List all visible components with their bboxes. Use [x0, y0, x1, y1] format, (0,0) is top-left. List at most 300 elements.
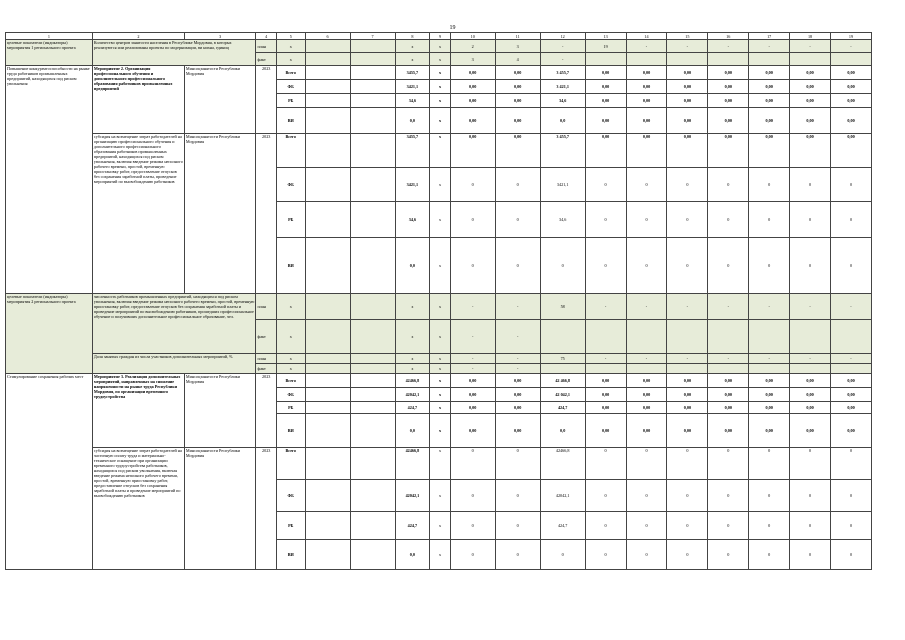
value-cell: 0,00 — [831, 80, 872, 94]
value-cell: 0,00 — [708, 402, 749, 414]
value-cell: 0,00 — [749, 374, 790, 388]
value-cell: 0 — [495, 238, 540, 294]
value-cell: 0 — [708, 480, 749, 512]
funding-source: ФБ — [276, 168, 305, 202]
value-cell: 0,00 — [667, 108, 708, 134]
value-cell: 34,6 — [540, 202, 585, 238]
value-cell: 0,00 — [585, 402, 626, 414]
empty-cell — [350, 108, 395, 134]
value-cell: 42 466,8 — [540, 374, 585, 388]
value-cell: 0 — [585, 168, 626, 202]
empty-cell — [350, 448, 395, 480]
year: 2023 — [256, 66, 276, 134]
value-cell: 42042,1 — [540, 480, 585, 512]
empty-cell — [350, 414, 395, 448]
empty-cell — [305, 480, 350, 512]
value-cell: 0 — [831, 238, 872, 294]
executor: Минсоцзанятости Республики Мордовия — [184, 374, 256, 448]
value-cell: 0 — [790, 202, 831, 238]
value-cell: 0 — [585, 202, 626, 238]
value-cell: 0,00 — [667, 388, 708, 402]
value-cell: 3455,7 — [395, 134, 430, 168]
value-cell: 34,6 — [395, 202, 430, 238]
value-cell: - — [495, 354, 540, 364]
value-cell: 0 — [585, 480, 626, 512]
column-header: 9 — [430, 33, 450, 40]
value-cell: - — [749, 40, 790, 53]
value-cell: 0 — [495, 480, 540, 512]
subsidy-description: субсидия на возмещение затрат работодателей на организацию профессионального обучения и дополнительного профессионального образования работников промышленных предприятий, находящихся под риском увольнения, включая введение режима неполного рабочего времени, простой, временную приостановку работ, предоставление отпусков без сохранения заработной платы, проведение мероприятий по высвобождению работников — [92, 134, 184, 294]
empty-cell — [350, 512, 395, 540]
value-cell: 0,00 — [626, 134, 667, 168]
value-cell: 3 455,7 — [540, 66, 585, 80]
value-cell: 0 — [790, 480, 831, 512]
value-cell — [749, 364, 790, 374]
column-header: 19 — [831, 33, 872, 40]
value-cell: х — [276, 294, 305, 320]
empty-cell — [305, 388, 350, 402]
value-cell: 3 421,1 — [540, 80, 585, 94]
value-cell: 0,00 — [495, 402, 540, 414]
value-cell: 0,00 — [585, 134, 626, 168]
plan-fact-label: план — [256, 40, 276, 53]
value-cell: х — [430, 66, 450, 80]
value-cell: 0,00 — [708, 94, 749, 108]
empty-cell — [305, 320, 350, 354]
value-cell: 0,00 — [495, 134, 540, 168]
column-header: 4 — [256, 33, 276, 40]
value-cell: 0,00 — [585, 108, 626, 134]
value-cell: 0 — [831, 448, 872, 480]
empty-cell — [305, 374, 350, 388]
value-cell: - — [540, 40, 585, 53]
value-cell: 3 — [495, 40, 540, 53]
value-cell: 0,00 — [495, 414, 540, 448]
value-cell: 0 — [626, 540, 667, 570]
executor: Минсоцзанятости Республики Мордовия — [184, 134, 256, 294]
funding-row — [6, 374, 872, 388]
empty-cell — [350, 294, 395, 320]
value-cell: 0,00 — [585, 414, 626, 448]
value-cell: 0,00 — [626, 402, 667, 414]
value-cell: 0,00 — [790, 388, 831, 402]
value-cell: 0,00 — [450, 374, 495, 388]
value-cell — [790, 364, 831, 374]
value-cell: 0 — [626, 238, 667, 294]
value-cell: 0 — [450, 480, 495, 512]
value-cell — [626, 53, 667, 66]
empty-cell — [305, 53, 350, 66]
value-cell: 0,00 — [450, 94, 495, 108]
value-cell: 0 — [667, 540, 708, 570]
value-cell — [667, 53, 708, 66]
value-cell: х — [276, 320, 305, 354]
value-cell: 0,00 — [749, 94, 790, 108]
value-cell: 0 — [831, 512, 872, 540]
value-cell: 0,00 — [790, 402, 831, 414]
value-cell: 3 — [450, 53, 495, 66]
value-cell: 0 — [708, 512, 749, 540]
empty-cell — [350, 53, 395, 66]
value-cell: 0,00 — [708, 414, 749, 448]
value-cell: 0,00 — [626, 414, 667, 448]
funding-row — [6, 66, 872, 80]
value-cell — [790, 53, 831, 66]
value-cell: 0 — [626, 168, 667, 202]
value-cell: 0,00 — [790, 374, 831, 388]
value-cell: х — [430, 480, 450, 512]
value-cell: - — [585, 354, 626, 364]
value-cell: 0 — [495, 512, 540, 540]
value-cell: 42042,1 — [395, 480, 430, 512]
plan-fact-label: план — [256, 354, 276, 364]
value-cell: 0 — [831, 202, 872, 238]
empty-cell — [350, 402, 395, 414]
funding-source: ВИ — [276, 540, 305, 570]
value-cell: х — [430, 414, 450, 448]
value-cell: 0,00 — [450, 108, 495, 134]
value-cell — [540, 320, 585, 354]
value-cell: 0 — [790, 238, 831, 294]
indicator-name: численность работников промышленных предприятий, находящихся под риском увольнения, включая введение режима неполного рабочего времени, простой, временную приостановку работ, предоставление отпусков без сохранения заработной платы и проведение мероприятий по высвобождению работников, прошедших профессиональное обучение и получивших дополнительное профессиональное образование, чел. — [92, 294, 256, 354]
value-cell: - — [626, 294, 667, 320]
column-header: 7 — [350, 33, 395, 40]
empty-cell — [350, 94, 395, 108]
value-cell: 0,00 — [495, 94, 540, 108]
funding-source: ВИ — [276, 414, 305, 448]
value-cell: 0,00 — [831, 402, 872, 414]
empty-cell — [350, 202, 395, 238]
value-cell: - — [540, 53, 585, 66]
value-cell: 0 — [749, 512, 790, 540]
value-cell: 34,6 — [395, 94, 430, 108]
value-cell: 34,6 — [540, 94, 585, 108]
value-cell: - — [790, 354, 831, 364]
empty-cell — [350, 354, 395, 364]
value-cell: 0 — [626, 448, 667, 480]
empty-cell — [350, 66, 395, 80]
empty-cell — [305, 354, 350, 364]
value-cell: - — [450, 354, 495, 364]
empty-cell — [305, 448, 350, 480]
value-cell: 0 — [450, 448, 495, 480]
value-cell: х — [276, 53, 305, 66]
value-cell: 0 — [831, 168, 872, 202]
column-header: 8 — [395, 33, 430, 40]
value-cell: 42 042,1 — [540, 388, 585, 402]
value-cell: 0 — [667, 512, 708, 540]
value-cell: 0,00 — [831, 134, 872, 168]
value-cell: 0,0 — [540, 108, 585, 134]
event-title: Мероприятие 3. Реализация дополнительных мероприятий, направленных на снижение напряженности на рынке труда Республики Мордовия, по организации временного трудоустройства — [92, 374, 184, 448]
value-cell: 0 — [585, 448, 626, 480]
value-cell: 0 — [585, 512, 626, 540]
value-cell: 42466,8 — [540, 448, 585, 480]
event-title: Мероприятие 2. Организация профессионального обучения и дополнительного профессионального образования работников промышленных предприятий — [92, 66, 184, 134]
value-cell: 0,00 — [667, 134, 708, 168]
value-cell: 0 — [626, 512, 667, 540]
empty-cell — [305, 94, 350, 108]
value-cell: - — [667, 294, 708, 320]
value-cell: 0,00 — [626, 388, 667, 402]
value-cell — [540, 364, 585, 374]
value-cell: 42466,8 — [395, 448, 430, 480]
value-cell: - — [626, 354, 667, 364]
value-cell: 0,00 — [790, 134, 831, 168]
value-cell: х — [395, 354, 430, 364]
value-cell: 0,00 — [450, 388, 495, 402]
value-cell — [790, 320, 831, 354]
funding-source: Всего — [276, 66, 305, 80]
value-cell: 0 — [540, 238, 585, 294]
value-cell: 424,7 — [395, 402, 430, 414]
value-cell: 0,00 — [831, 374, 872, 388]
value-cell: 0,00 — [790, 108, 831, 134]
value-cell: - — [831, 40, 872, 53]
empty-cell — [350, 364, 395, 374]
value-cell: - — [495, 294, 540, 320]
value-cell: 0 — [585, 540, 626, 570]
subsidy-description: субсидия на возмещение затрат работодателей на частичную оплату труда и материально-техническое оснащение при организации временного трудоустройства работников, находящихся под риском увольнения, включая введение режима неполного рабочего времени, простой, временную приостановку работ, предоставление отпусков без сохранения заработной платы и проведение мероприятий по высвобождению работников — [92, 448, 184, 570]
value-cell: 0 — [667, 238, 708, 294]
value-cell: 0 — [831, 540, 872, 570]
empty-cell — [350, 540, 395, 570]
empty-cell — [305, 40, 350, 53]
empty-cell — [305, 66, 350, 80]
value-cell: 0 — [708, 540, 749, 570]
value-cell: 0,00 — [450, 66, 495, 80]
value-cell: - — [708, 354, 749, 364]
value-cell: 0,00 — [749, 414, 790, 448]
column-header: 1 — [6, 33, 93, 40]
value-cell: 0,00 — [626, 80, 667, 94]
value-cell — [667, 364, 708, 374]
value-cell: 0,00 — [790, 80, 831, 94]
value-cell: 0,00 — [708, 134, 749, 168]
value-cell: х — [430, 134, 450, 168]
value-cell: 42466,8 — [395, 374, 430, 388]
value-cell: 0 — [708, 448, 749, 480]
column-header: 11 — [495, 33, 540, 40]
value-cell: 0,00 — [790, 414, 831, 448]
value-cell: 0 — [790, 512, 831, 540]
plan-fact-label: факт — [256, 320, 276, 354]
value-cell: х — [430, 388, 450, 402]
executor: Минсоцзанятости Республики Мордовия — [184, 66, 256, 134]
value-cell: х — [430, 108, 450, 134]
funding-source: ФБ — [276, 480, 305, 512]
value-cell: 0,0 — [395, 108, 430, 134]
value-cell — [708, 53, 749, 66]
value-cell: 0 — [450, 168, 495, 202]
value-cell: х — [276, 354, 305, 364]
value-cell: 3455,7 — [395, 66, 430, 80]
value-cell: 0,00 — [626, 374, 667, 388]
value-cell: 0,00 — [749, 80, 790, 94]
value-cell: х — [430, 402, 450, 414]
column-header: 15 — [667, 33, 708, 40]
value-cell: 0,00 — [831, 414, 872, 448]
indicator-group-label: целевые показатели (индикаторы) мероприятия 1 регионального проекта — [6, 40, 93, 66]
empty-cell — [305, 134, 350, 168]
value-cell: 0,00 — [831, 108, 872, 134]
value-cell: 424,7 — [540, 402, 585, 414]
empty-cell — [305, 414, 350, 448]
column-header: 3 — [184, 33, 256, 40]
value-cell: 0 — [790, 168, 831, 202]
empty-cell — [350, 40, 395, 53]
value-cell: - — [708, 294, 749, 320]
empty-cell — [305, 540, 350, 570]
value-cell: 0 — [667, 448, 708, 480]
column-header: 10 — [450, 33, 495, 40]
value-cell: 0,00 — [667, 94, 708, 108]
indicator-name: Доля занятых граждан из числа участников дополнительных мероприятий, % — [92, 354, 256, 374]
value-cell: 0 — [495, 540, 540, 570]
value-cell — [831, 320, 872, 354]
value-cell: 0 — [450, 202, 495, 238]
indicator-group-label: целевые показатели (индикаторы) мероприятия 2 регионального проекта — [6, 294, 93, 374]
value-cell: - — [585, 294, 626, 320]
value-cell: - — [626, 40, 667, 53]
value-cell: 0 — [667, 168, 708, 202]
value-cell: х — [395, 320, 430, 354]
value-cell: 0 — [585, 238, 626, 294]
empty-cell — [305, 108, 350, 134]
value-cell: - — [495, 320, 540, 354]
value-cell: 0 — [749, 480, 790, 512]
column-header: 16 — [708, 33, 749, 40]
empty-cell — [350, 480, 395, 512]
value-cell: 0,00 — [626, 94, 667, 108]
value-cell: х — [430, 374, 450, 388]
value-cell: 0 — [450, 540, 495, 570]
value-cell: - — [831, 354, 872, 364]
value-cell: 0,00 — [450, 134, 495, 168]
year: 2023 — [256, 134, 276, 294]
empty-cell — [350, 374, 395, 388]
value-cell: 0 — [450, 512, 495, 540]
value-cell: - — [450, 364, 495, 374]
value-cell: х — [430, 40, 450, 53]
value-cell: 3421,1 — [395, 80, 430, 94]
value-cell — [667, 320, 708, 354]
value-cell: 0,0 — [395, 540, 430, 570]
empty-cell — [350, 388, 395, 402]
column-header: 14 — [626, 33, 667, 40]
budget-table — [5, 32, 872, 570]
indicator-row — [6, 294, 872, 320]
value-cell: 0,00 — [450, 402, 495, 414]
empty-cell — [350, 134, 395, 168]
column-header: 12 — [540, 33, 585, 40]
value-cell: 0,00 — [585, 94, 626, 108]
value-cell: 0,00 — [831, 388, 872, 402]
value-cell: х — [430, 168, 450, 202]
empty-cell — [350, 80, 395, 94]
value-cell — [585, 364, 626, 374]
empty-cell — [305, 202, 350, 238]
year: 2023 — [256, 374, 276, 448]
value-cell: 0,00 — [708, 388, 749, 402]
value-cell: 0,00 — [708, 374, 749, 388]
value-cell: 0 — [450, 238, 495, 294]
value-cell: 0 — [749, 202, 790, 238]
value-cell: х — [276, 364, 305, 374]
value-cell: х — [430, 80, 450, 94]
funding-source: РБ — [276, 94, 305, 108]
value-cell: 58 — [540, 294, 585, 320]
value-cell: 0,00 — [626, 66, 667, 80]
value-cell: х — [430, 364, 450, 374]
value-cell — [585, 53, 626, 66]
value-cell: 0 — [540, 540, 585, 570]
value-cell: 0,00 — [790, 94, 831, 108]
value-cell: 0,0 — [395, 414, 430, 448]
value-cell: 0,00 — [495, 80, 540, 94]
value-cell: х — [430, 320, 450, 354]
value-cell: - — [667, 354, 708, 364]
value-cell: 0,00 — [749, 134, 790, 168]
value-cell: - — [495, 364, 540, 374]
column-header: 13 — [585, 33, 626, 40]
value-cell: 0 — [626, 202, 667, 238]
column-header: 5 — [276, 33, 305, 40]
value-cell: - — [708, 40, 749, 53]
value-cell: х — [430, 354, 450, 364]
value-cell: 0 — [749, 168, 790, 202]
plan-fact-label: план — [256, 294, 276, 320]
value-cell — [708, 364, 749, 374]
empty-cell — [305, 294, 350, 320]
funding-source: Всего — [276, 134, 305, 168]
column-header: 6 — [305, 33, 350, 40]
funding-source: Всего — [276, 448, 305, 480]
value-cell: 0,00 — [667, 66, 708, 80]
value-cell: 424,7 — [395, 512, 430, 540]
value-cell: 0,00 — [749, 108, 790, 134]
empty-cell — [305, 80, 350, 94]
funding-row — [6, 134, 872, 168]
value-cell: х — [430, 202, 450, 238]
value-cell: 0,00 — [495, 66, 540, 80]
value-cell: х — [395, 40, 430, 53]
column-header: 2 — [92, 33, 184, 40]
value-cell: 0 — [708, 238, 749, 294]
value-cell: х — [430, 512, 450, 540]
value-cell: 0 — [495, 448, 540, 480]
value-cell: 0 — [667, 480, 708, 512]
value-cell: 0,00 — [585, 388, 626, 402]
year: 2023 — [256, 448, 276, 570]
funding-source: РБ — [276, 202, 305, 238]
funding-source: ФБ — [276, 388, 305, 402]
value-cell: х — [430, 94, 450, 108]
value-cell: 0,00 — [667, 80, 708, 94]
value-cell: 0,0 — [395, 238, 430, 294]
value-cell: 42042,1 — [395, 388, 430, 402]
funding-row — [6, 448, 872, 480]
empty-cell — [350, 238, 395, 294]
value-cell: х — [395, 294, 430, 320]
plan-fact-label: факт — [256, 364, 276, 374]
value-cell: х — [430, 238, 450, 294]
page-number: 19 — [449, 25, 456, 31]
value-cell: 0,00 — [450, 414, 495, 448]
value-cell: 0 — [790, 540, 831, 570]
value-cell — [749, 320, 790, 354]
value-cell: - — [450, 294, 495, 320]
